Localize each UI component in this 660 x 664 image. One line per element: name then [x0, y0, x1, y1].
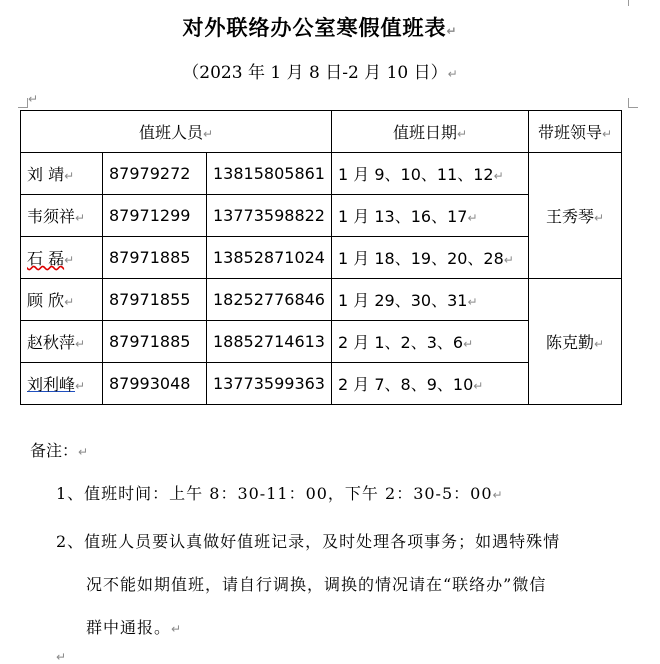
duty-table	[20, 110, 622, 405]
duty-dates: 1 月 29、30、31↵	[332, 279, 529, 321]
staff-name: 顾 欣↵	[21, 279, 103, 321]
staff-extension: 87971855	[103, 279, 207, 321]
duty-dates: 1 月 18、19、20、28↵	[332, 237, 529, 279]
header-leader: 带班领导↵	[529, 111, 622, 153]
document-subtitle: （2023 年 1 月 8 日-2 月 10 日）↵	[182, 63, 458, 83]
staff-name: 韦须祥↵	[21, 195, 103, 237]
note-item-2: 2、值班人员要认真做好值班记录，及时处理各项事务；如遇特殊情 况不能如期值班，请自行调换，调换的情况请在“联络办”微信 群中通报。↵	[56, 532, 561, 637]
staff-mobile: 13815805861	[207, 153, 332, 195]
document-title: 对外联络办公室寒假值班表↵	[182, 15, 458, 40]
table-row	[21, 153, 622, 195]
paragraph-mark: ↵	[56, 650, 67, 664]
page-corner-mark	[628, 98, 638, 108]
staff-mobile: 18852714613	[207, 321, 332, 363]
staff-name: 石 磊↵	[21, 237, 103, 279]
leader-cell: 王秀琴↵	[529, 153, 622, 279]
page-corner-mark	[18, 98, 28, 108]
page-corner-mark	[628, 0, 638, 6]
table-row	[21, 279, 622, 321]
header-staff: 值班人员↵	[21, 111, 332, 153]
staff-extension: 87971885	[103, 321, 207, 363]
duty-dates: 1 月 13、16、17↵	[332, 195, 529, 237]
leader-cell: 陈克勤↵	[529, 279, 622, 405]
note-item-1: 1、值班时间：上午 8：30-11：00，下午 2：30-5：00↵	[56, 484, 504, 503]
staff-mobile: 18252776846	[207, 279, 332, 321]
staff-extension: 87971299	[103, 195, 207, 237]
staff-mobile: 13852871024	[207, 237, 332, 279]
staff-mobile: 13773599363	[207, 363, 332, 405]
paragraph-mark: ↵	[28, 92, 39, 106]
staff-extension: 87971885	[103, 237, 207, 279]
notes-label: 备注：↵	[30, 441, 89, 460]
duty-dates: 2 月 7、8、9、10↵	[332, 363, 529, 405]
table-header-row	[21, 111, 622, 153]
duty-dates: 2 月 1、2、3、6↵	[332, 321, 529, 363]
staff-mobile: 13773598822	[207, 195, 332, 237]
staff-extension: 87993048	[103, 363, 207, 405]
staff-extension: 87979272	[103, 153, 207, 195]
staff-name: 刘 靖↵	[21, 153, 103, 195]
header-date: 值班日期↵	[332, 111, 529, 153]
staff-name: 赵秋萍↵	[21, 321, 103, 363]
staff-name: 刘利峰↵	[21, 363, 103, 405]
duty-dates: 1 月 9、10、11、12↵	[332, 153, 529, 195]
